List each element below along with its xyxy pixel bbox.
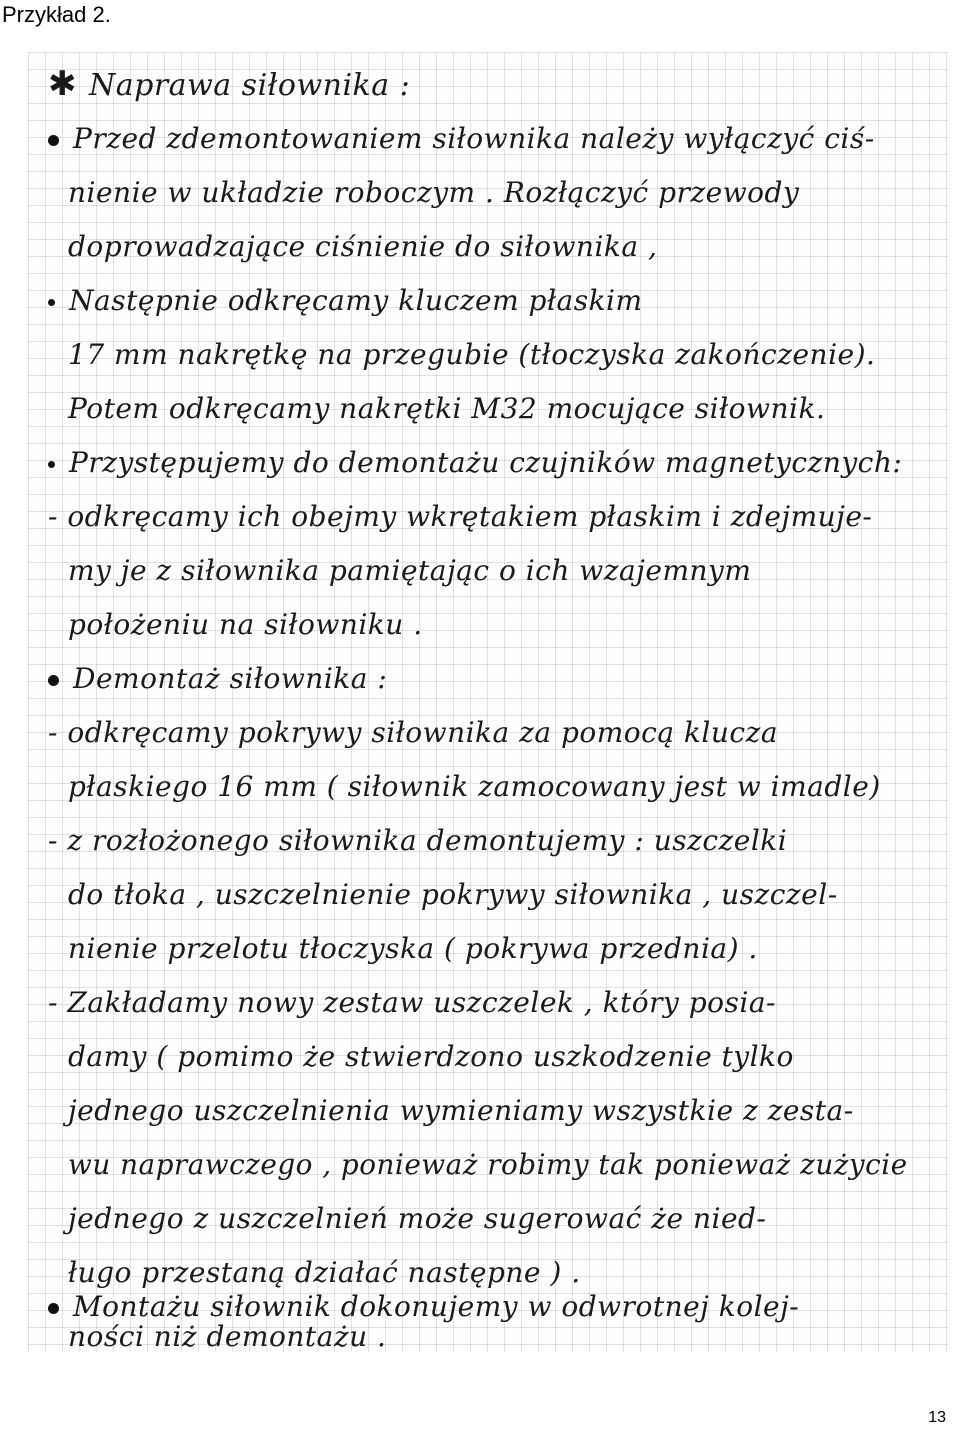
note-line [68,230,657,263]
note-heading [48,64,410,104]
note-line-text: 17 mm nakrętkę na przegubie (tłoczyska zakończenie). [68,338,876,371]
note-line-text: ługo przestaną działać następne ) . [68,1256,581,1289]
note-line [68,1040,794,1073]
note-line-text: - odkręcamy pokrywy siłownika za pomocą klucza [48,716,779,749]
bullet-icon [48,299,55,306]
note-line-text: do tłoka , uszczelnienie pokrywy siłownika , uszczel- [68,878,838,911]
note-line-text: Potem odkręcamy nakrętki M32 mocujące siłownik. [68,392,826,425]
note-line [48,986,776,1019]
note-line [68,608,423,641]
note-line-text: nienie w układzie roboczym . Rozłączyć przewody [68,176,800,209]
note-line [68,1202,766,1235]
note-line-text: Demontaż siłownika : [73,662,388,695]
bullet-icon [48,461,55,468]
note-line [68,770,881,803]
note-line [68,932,758,965]
note-line [68,176,799,209]
note-line-text: my je z siłownika pamiętając o ich wzajemnym [68,554,752,587]
handwritten-notes-scan [28,52,948,1352]
note-line [48,284,643,317]
page-number: 13 [928,1409,946,1426]
note-line [48,1290,799,1323]
note-line-text: - Zakładamy nowy zestaw uszczelek , który posia- [48,986,777,1019]
note-line [68,392,825,425]
note-line-text: - z rozłożonego siłownika demontujemy : uszczelki [48,824,788,857]
note-line-text: ności niż demontażu . [68,1320,387,1352]
note-line [48,446,902,479]
note-line [68,338,875,371]
note-line [48,716,778,749]
note-line [48,500,872,533]
note-line-text: wu naprawczego , ponieważ robimy tak ponieważ zużycie [68,1148,908,1181]
note-line [68,1094,854,1127]
note-line [68,554,751,587]
bullet-icon [48,135,59,146]
asterisk-icon: ✱ [48,64,77,104]
note-line-text: doprowadzające ciśnienie do siłownika , [68,230,658,263]
document-title: Przykład 2. [2,2,111,27]
note-line-text: damy ( pomimo że stwierdzono uszkodzenie tylko [68,1040,794,1073]
note-line-text: nienie przelotu tłoczyska ( pokrywa przednia) . [68,932,758,965]
bullet-icon [48,1303,59,1314]
note-line-text: jednego uszczelnienia wymieniamy wszystkie z zesta- [68,1094,854,1127]
bullet-icon [48,675,59,686]
note-line-text: Montażu siłownik dokonujemy w odwrotnej kolej- [73,1290,800,1323]
note-line-text: jednego z uszczelnień może sugerować że nied- [68,1202,767,1235]
note-line [68,1256,581,1289]
note-line [68,878,838,911]
note-line-text: płaskiego 16 mm ( siłownik zamocowany jest w imadle) [68,770,881,803]
heading-text: Naprawa siłownika : [89,68,411,103]
handwritten-text [28,52,948,1352]
note-line [68,1148,908,1181]
note-line-text: Następnie odkręcamy kluczem płaskim [69,284,643,317]
note-line [48,824,787,857]
note-line-text: - odkręcamy ich obejmy wkrętakiem płaskim i zdejmuje- [48,500,873,533]
note-line [48,662,387,695]
note-line-text: położeniu na siłowniku . [68,608,423,641]
note-line [48,122,875,155]
note-line-text: Przystępujemy do demontażu czujników magnetycznych: [69,446,903,479]
note-line [68,1320,386,1352]
note-line-text: Przed zdemontowaniem siłownika należy wyłączyć ciś- [73,122,875,155]
